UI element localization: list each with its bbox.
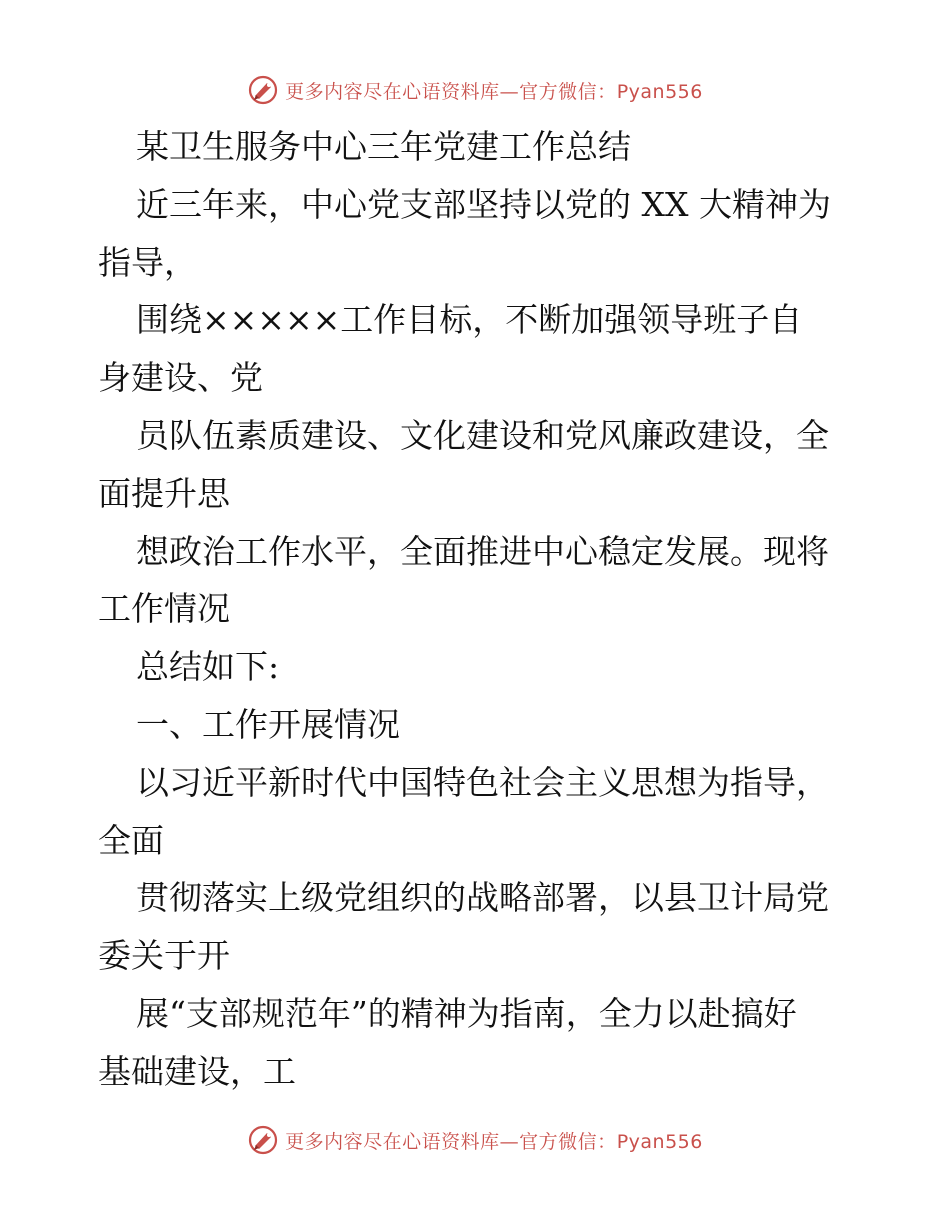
paragraph-line: 员队伍素质建设、文化建设和党风廉政建设，全 xyxy=(136,415,829,455)
paragraph-line: 展“支部规范年”的精神为指南，全力以赴搞好 xyxy=(136,993,797,1033)
paragraph-line: 贯彻落实上级党组织的战略部署，以县卫计局党 xyxy=(136,878,829,918)
watermark-wechat-account: Pyan556 xyxy=(616,1130,703,1153)
document-body xyxy=(98,118,858,1101)
watermark-site: 更多内容尽在心语资料库 xyxy=(285,1130,500,1153)
paragraph-line: 围绕×××××工作目标，不断加强领导班子自 xyxy=(136,300,803,340)
watermark-wechat-label: 官方微信： xyxy=(519,1130,617,1153)
section-heading: 一、工作开展情况 xyxy=(136,704,400,744)
paragraph-line: 想政治工作水平，全面推进中心稳定发展。现将 xyxy=(136,531,829,571)
paragraph-line: 近三年来，中心党支部坚持以党的 XX 大精神为 xyxy=(136,184,831,224)
paragraph-line: 身建设、党 xyxy=(98,358,263,398)
paragraph-line: 以习近平新时代中国特色社会主义思想为指导， xyxy=(136,762,829,802)
watermark-text xyxy=(285,1127,703,1154)
paragraph-line: 工作情况 xyxy=(98,589,230,629)
watermark-site: 更多内容尽在心语资料库 xyxy=(285,80,500,103)
watermark-wechat-label: 官方微信： xyxy=(519,80,617,103)
document-title: 某卫生服务中心三年党建工作总结 xyxy=(136,127,631,166)
paragraph-line: 面提升思 xyxy=(98,473,230,513)
watermark-separator: — xyxy=(499,1130,520,1153)
watermark-wechat-account: Pyan556 xyxy=(616,80,703,103)
watermark-text xyxy=(285,77,703,104)
footer-watermark xyxy=(0,1122,950,1158)
pen-logo-icon xyxy=(247,1124,279,1156)
header-watermark xyxy=(0,72,950,108)
paragraph-line: 委关于开 xyxy=(98,936,230,976)
paragraph-line: 基础建设，工 xyxy=(98,1051,296,1091)
watermark-separator: — xyxy=(499,80,520,103)
paragraph-line: 指导， xyxy=(98,242,197,282)
paragraph-line: 全面 xyxy=(98,820,164,860)
pen-logo-icon xyxy=(247,74,279,106)
paragraph-line: 总结如下: xyxy=(136,647,280,687)
